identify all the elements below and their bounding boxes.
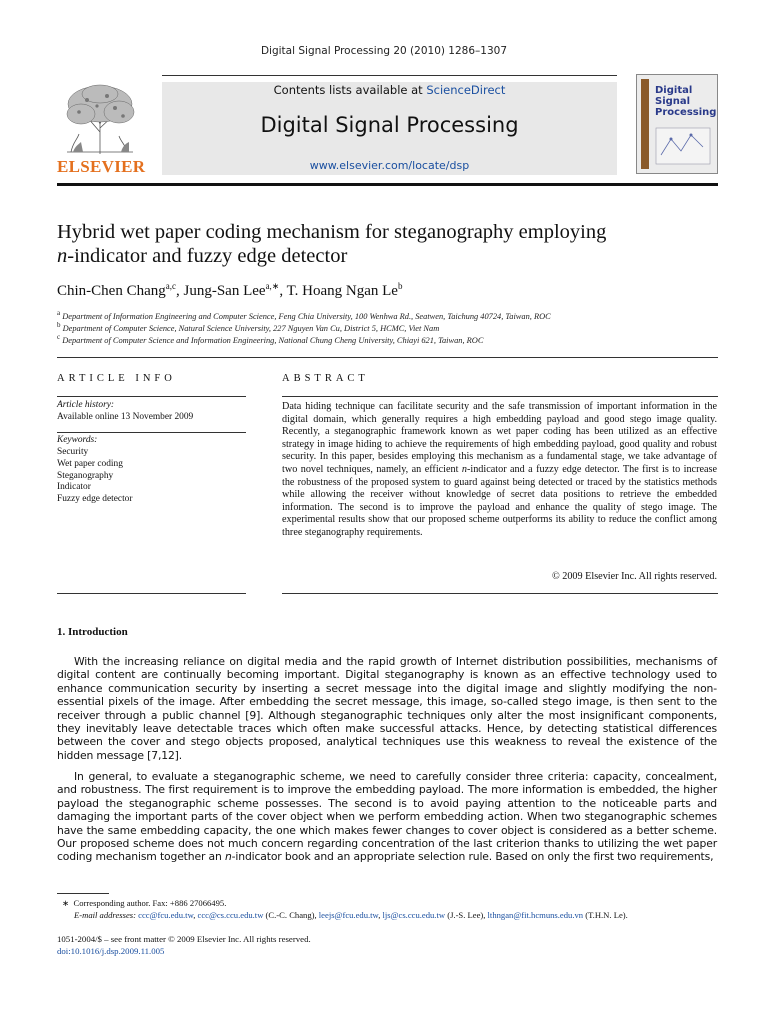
keyword: Indicator xyxy=(57,482,91,493)
paper-title xyxy=(57,220,717,268)
affiliation-mark: b xyxy=(57,321,61,329)
keyword: Security xyxy=(57,447,89,457)
header-bottom-rule xyxy=(57,183,718,186)
affiliation-text: Department of Computer Science, Natural Science University, 227 Nguyen Van Cu, District 5, HCMC, Viet Nam xyxy=(62,323,440,333)
author-name: Jung-San Lee xyxy=(183,283,266,299)
author-separator: , xyxy=(176,283,184,299)
cover-spine xyxy=(641,79,649,169)
paragraph-text-part: -indicator book and an appropriate selection rule. Based on only the first two requirements, xyxy=(231,850,714,864)
article-info-heading: ARTICLE INFO xyxy=(57,373,176,384)
publisher-wordmark: ELSEVIER xyxy=(57,157,146,176)
email-link[interactable]: ccc@fcu.edu.tw xyxy=(138,910,194,920)
abstract-heading: ABSTRACT xyxy=(282,373,369,384)
author-name: T. Hoang Ngan Le xyxy=(286,283,398,299)
journal-url-link[interactable]: www.elsevier.com/locate/dsp xyxy=(309,159,470,172)
paragraph-italic-n: n xyxy=(224,850,232,864)
abstract-text-part: Data hiding technique can facilitate security and the safe transmission of important information in the digital domain, which generally requires a high embedding payload and good stego image quality. Recently, a steganographic framework known as wet paper coding has been utilized as an effective strategy in image hiding to achieve the requirements of high embedding payload, good quality and robust security. In this paper, besides employing this mechanism as a fundamental stage, we take advantage of two novel techniques, namely, an efficient xyxy=(282,401,717,475)
email-separator: (J.-S. Lee), xyxy=(445,910,488,920)
journal-reference: Digital Signal Processing 20 (2010) 1286–1307 xyxy=(260,45,508,57)
author-list xyxy=(57,281,717,300)
title-block-rule xyxy=(57,357,718,358)
body-paragraph xyxy=(57,770,717,864)
journal-name: Digital Signal Processing xyxy=(260,113,519,137)
article-info-rule xyxy=(57,593,246,594)
article-info-rule xyxy=(57,432,246,433)
email-label: E-mail addresses: xyxy=(74,910,136,920)
email-addresses-note xyxy=(74,910,628,920)
history-label: Article history: xyxy=(57,400,115,410)
title-line-2-rest: -indicator and fuzzy edge detector xyxy=(67,245,348,267)
keywords-label: Keywords: xyxy=(57,435,98,445)
abstract-body xyxy=(282,401,717,540)
section-heading: 1. Introduction xyxy=(57,626,128,638)
cover-title-line: Signal xyxy=(655,96,691,107)
body-paragraph: With the increasing reliance on digital media and the rapid growth of Internet distribution possibilities, mechanisms of digital content are continually becoming important. Digital steganography is known as an effective technology used to enhance communication security by inserting a secret message into the digital image and slightly modifying the non-essential pixels of the image. After embedding the secret message, this image, so-called stego image, is then sent to the receiver through a public channel [9]. Although steganographic techniques only alter the most insignificant components, they inevitably leave detectable traces which often make successful attacks. Hence, by detecting statistical differences between the cover and stego objects proposed, analytical techniques use this weakness to reveal the existence of the hidden message [7,12]. xyxy=(57,655,717,762)
keywords-list xyxy=(57,447,133,506)
keyword: Fuzzy edge detector xyxy=(57,494,133,505)
corresponding-author-note xyxy=(62,898,226,909)
doi-link[interactable]: doi:10.1016/j.dsp.2009.11.005 xyxy=(57,946,165,956)
abstract-rule xyxy=(282,593,718,594)
history-value: Available online 13 November 2009 xyxy=(57,412,194,422)
author-affil-mark: b xyxy=(397,281,403,291)
email-separator: (C.-C. Chang), xyxy=(263,910,319,920)
abstract-text-part: -indicator and a fuzzy edge detector. The first is to increase the robustness of the proposed system to guard against being detected or traced by the statistics methods while allowing the receiver without knowledge of secret data positions to retrieve the embedded information. The second is to improve the payload and enhance the quality of stego image. The experimental results show that our proposed scheme outperforms its ability to reduce the conflict among three steganography requirements. xyxy=(282,463,717,538)
sciencedirect-link[interactable]: ScienceDirect xyxy=(426,83,506,97)
abstract-copyright: © 2009 Elsevier Inc. All rights reserved. xyxy=(551,571,717,582)
abstract-rule xyxy=(282,396,718,397)
author-affil-mark: a,c xyxy=(165,281,176,291)
contents-line xyxy=(162,83,617,97)
author-separator: , xyxy=(279,283,287,299)
affiliation-mark: c xyxy=(57,333,61,341)
footnote-text: Corresponding author. Fax: +886 27066495. xyxy=(73,898,227,908)
footnote-mark: ∗ xyxy=(62,898,70,908)
header-top-rule xyxy=(162,75,617,76)
issn-line: 1051-2004/$ – see front matter © 2009 Elsevier Inc. All rights reserved. xyxy=(57,934,311,944)
paragraph-text-part: In general, to evaluate a steganographic scheme, we need to carefully consider three criteria: capacity, concealment, and robustness. The first requirement is to improve the embedding payload. The more information is embedded, the higher payload the steganographic scheme possesses. The second is to avoid paying attention to the noticeable parts and damaging the important parts of the cover object when we perform embedding action. When two steganographic schemes have the same embedding capacity, the one which makes fewer changes to cover object is considered as a better scheme. Our proposed scheme does not much concern regarding concentration of the last criterion thanks to utilizing the wet paper coding mechanism together an xyxy=(57,770,717,864)
cover-title-line: Processing xyxy=(655,107,717,118)
affiliation-text: Department of Information Engineering and Computer Science, Feng Chia University, 100 Wenhwa Rd., Seatwen, Taichung 40724, Taiwan, ROC xyxy=(62,311,551,321)
affiliation-mark: a xyxy=(57,309,61,317)
email-separator: , xyxy=(378,910,383,920)
journal-cover-thumbnail xyxy=(636,74,718,174)
cover-title xyxy=(655,85,716,118)
affiliation-b xyxy=(57,321,717,333)
email-separator: , xyxy=(193,910,198,920)
email-link[interactable]: ljs@cs.ccu.edu.tw xyxy=(382,910,446,920)
author-name: Chin-Chen Chang xyxy=(57,283,166,299)
cover-title-line: Digital xyxy=(655,85,693,96)
abstract-italic-n: n xyxy=(461,463,467,475)
cover-diagram-icon xyxy=(655,127,711,165)
email-separator: (T.H.N. Le). xyxy=(583,910,628,920)
affiliation-a xyxy=(57,309,717,321)
title-line-2 xyxy=(57,244,717,268)
keyword: Wet paper coding xyxy=(57,458,123,469)
affiliation-text: Department of Computer Science and Information Engineering, National Chung Cheng University, Chiayi 621, Taiwan, ROC xyxy=(62,335,484,345)
email-link[interactable]: ccc@cs.ccu.edu.tw xyxy=(197,910,264,920)
author-affil-mark[interactable]: a,∗ xyxy=(265,281,280,291)
email-link[interactable]: lthngan@fit.hcmuns.edu.vn xyxy=(487,910,584,920)
affiliation-c xyxy=(57,333,717,345)
keyword: Steganography xyxy=(57,470,114,481)
contents-prefix: Contents lists available at xyxy=(273,83,427,97)
email-link[interactable]: leejs@fcu.edu.tw xyxy=(318,910,379,920)
title-line-1: Hybrid wet paper coding mechanism for steganography employing xyxy=(57,221,607,243)
footnote-rule xyxy=(57,893,109,894)
title-italic-n: n xyxy=(57,245,68,267)
article-info-rule xyxy=(57,396,246,397)
